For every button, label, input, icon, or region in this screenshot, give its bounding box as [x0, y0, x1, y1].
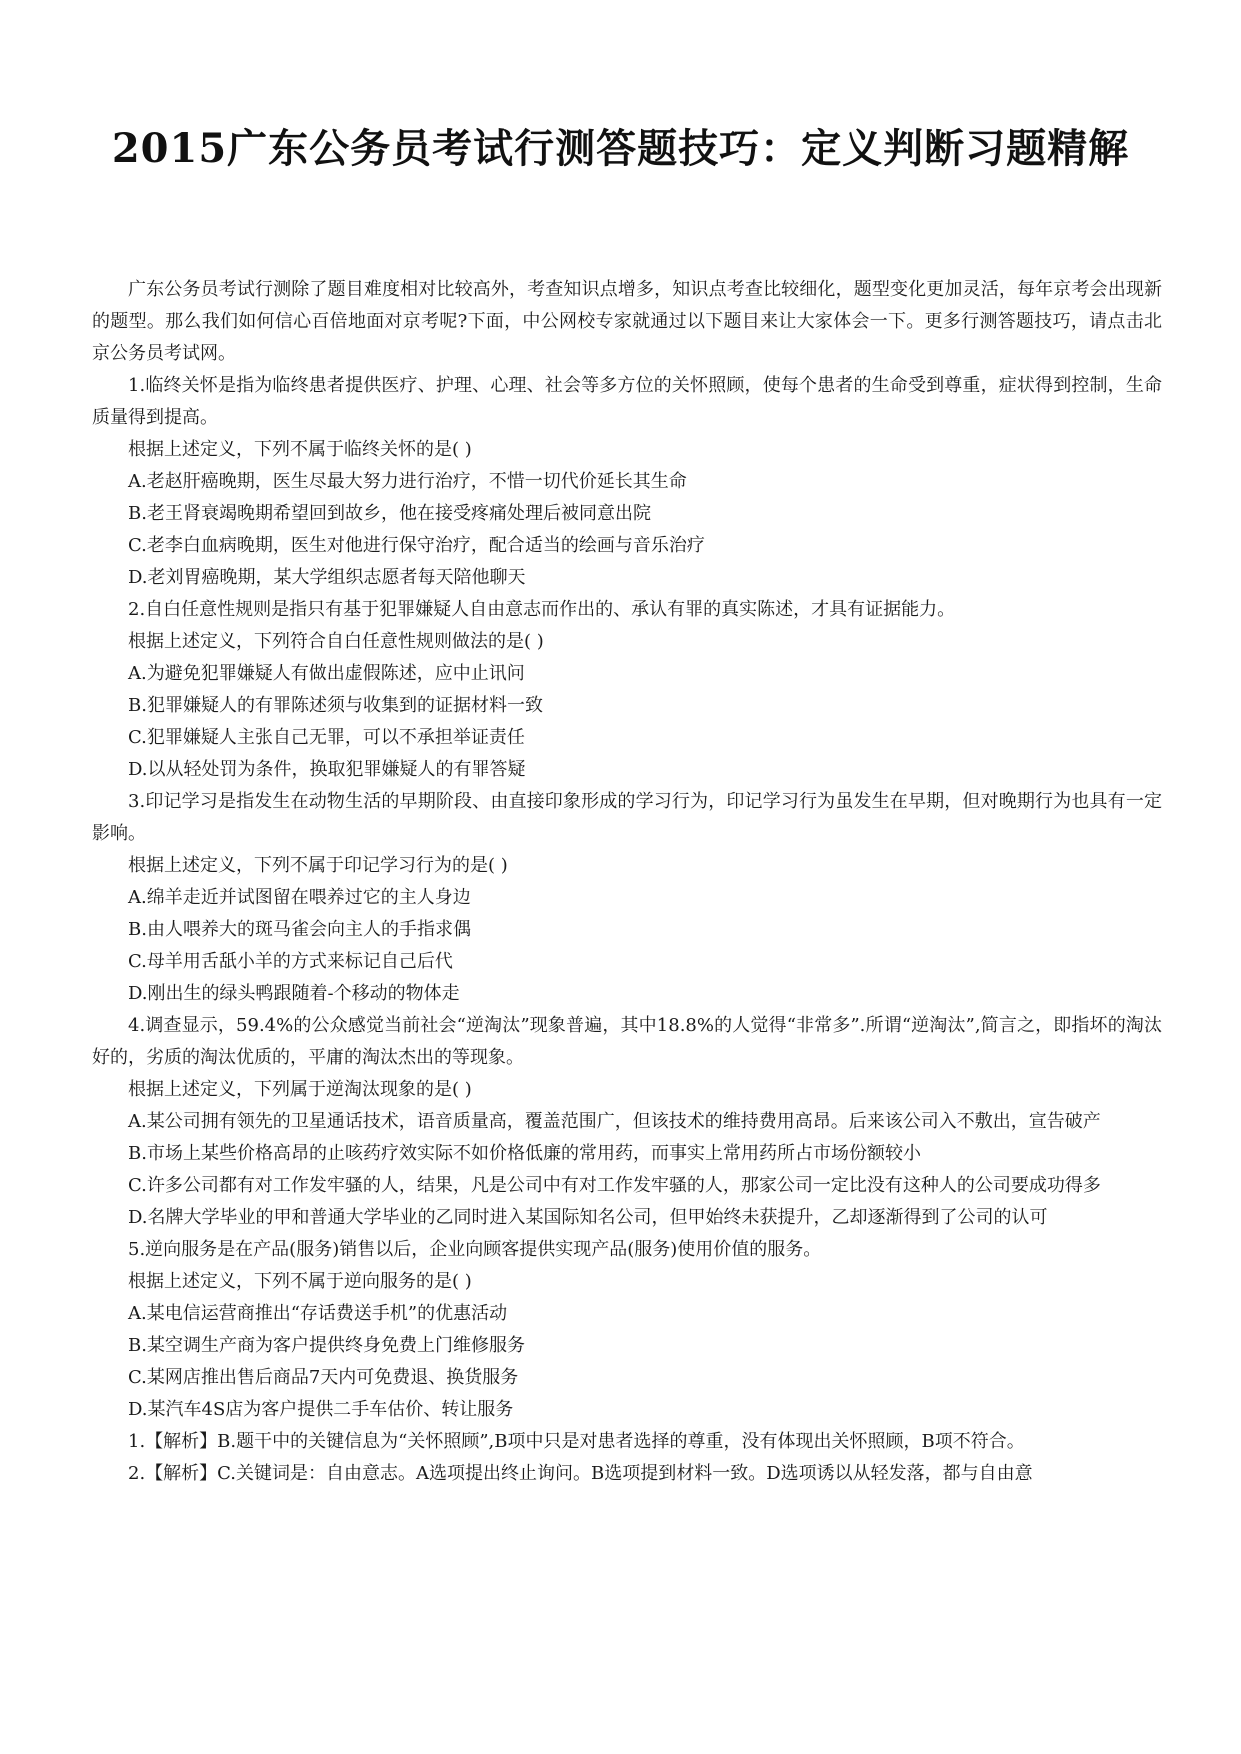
- document-paragraph: 1.【解析】B.题干中的关键信息为“关怀照顾”,B项中只是对患者选择的尊重，没有体现出关怀照顾，B项不符合。: [128, 1431, 1025, 1452]
- document-paragraph: 根据上述定义，下列不属于印记学习行为的是( ): [128, 855, 508, 876]
- document-paragraph: B.犯罪嫌疑人的有罪陈述须与收集到的证据材料一致: [128, 695, 543, 716]
- document-paragraph: A.某公司拥有领先的卫星通话技术，语音质量高，覆盖范围广，但该技术的维持费用高昂。后来该公司入不敷出，宣告破产: [128, 1111, 1101, 1132]
- document-paragraph: 根据上述定义，下列不属于逆向服务的是( ): [128, 1271, 472, 1292]
- document-paragraph: A.绵羊走近并试图留在喂养过它的主人身边: [128, 887, 471, 908]
- document-paragraph: A.为避免犯罪嫌疑人有做出虚假陈述，应中止讯问: [128, 663, 525, 684]
- document-paragraph: C.老李白血病晚期，医生对他进行保守治疗，配合适当的绘画与音乐治疗: [128, 535, 705, 556]
- document-title: 2015广东公务员考试行测答题技巧：定义判断习题精解: [111, 125, 1130, 172]
- document-paragraph: 1.临终关怀是指为临终患者提供医疗、护理、心理、社会等多方位的关怀照顾，使每个患者的生命受到尊重，症状得到控制，生命质量得到提高。: [92, 375, 1162, 428]
- document-paragraph: 广东公务员考试行测除了题目难度相对比较高外，考查知识点增多，知识点考查比较细化，题型变化更加灵活，每年京考会出现新的题型。那么我们如何信心百倍地面对京考呢?下面，中公网校专家就通过以下题目来让大家体会一下。更多行测答题技巧，请点击北京公务员考试网。: [92, 279, 1162, 364]
- document-paragraph: D.以从轻处罚为条件，换取犯罪嫌疑人的有罪答疑: [128, 759, 526, 780]
- document-paragraph: C.母羊用舌舐小羊的方式来标记自己后代: [128, 951, 453, 972]
- document-paragraph: 根据上述定义，下列属于逆淘汰现象的是( ): [128, 1079, 472, 1100]
- document-paragraph: 根据上述定义，下列符合自白任意性规则做法的是( ): [128, 631, 544, 652]
- document-paragraph: B.市场上某些价格高昂的止咳药疗效实际不如价格低廉的常用药，而事实上常用药所占市场份额较小: [128, 1143, 921, 1164]
- document-paragraph: C.许多公司都有对工作发牢骚的人，结果，凡是公司中有对工作发牢骚的人，那家公司一定比没有这种人的公司要成功得多: [128, 1175, 1101, 1196]
- document-paragraph: 2.自白任意性规则是指只有基于犯罪嫌疑人自由意志而作出的、承认有罪的真实陈述，才具有证据能力。: [128, 599, 956, 620]
- document-paragraph: A.某电信运营商推出“存话费送手机”的优惠活动: [128, 1303, 508, 1324]
- document-paragraph: 2.【解析】C.关键词是：自由意志。A选项提出终止询问。B选项提到材料一致。D选项诱以从轻发落，都与自由意: [128, 1463, 1033, 1484]
- document-paragraph: B.老王肾衰竭晚期希望回到故乡，他在接受疼痛处理后被同意出院: [128, 503, 651, 524]
- document-paragraph: 根据上述定义，下列不属于临终关怀的是( ): [128, 439, 472, 460]
- document-paragraph: D.名牌大学毕业的甲和普通大学毕业的乙同时进入某国际知名公司，但甲始终未获提升，乙却逐渐得到了公司的认可: [128, 1207, 1048, 1228]
- document-paragraph: B.某空调生产商为客户提供终身免费上门维修服务: [128, 1335, 525, 1356]
- document-paragraph: D.老刘胃癌晚期，某大学组织志愿者每天陪他聊天: [128, 567, 526, 588]
- document-paragraph: A.老赵肝癌晚期，医生尽最大努力进行治疗，不惜一切代价延长其生命: [128, 471, 687, 492]
- document-paragraph: 4.调查显示，59.4%的公众感觉当前社会“逆淘汰”现象普遍，其中18.8%的人觉得“非常多”.所谓“逆淘汰”,简言之，即指坏的淘汰好的，劣质的淘汰优质的，平庸的淘汰杰出的等现象。: [92, 1015, 1162, 1068]
- document-paragraph: 3.印记学习是指发生在动物生活的早期阶段、由直接印象形成的学习行为，印记学习行为虽发生在早期，但对晚期行为也具有一定影响。: [92, 791, 1162, 844]
- document-paragraph: C.犯罪嫌疑人主张自己无罪，可以不承担举证责任: [128, 727, 525, 748]
- document-paragraph: D.某汽车4S店为客户提供二手车估价、转让服务: [128, 1399, 514, 1420]
- document-paragraph: B.由人喂养大的斑马雀会向主人的手指求偶: [128, 919, 471, 940]
- document-paragraph: C.某网店推出售后商品7天内可免费退、换货服务: [128, 1367, 519, 1388]
- document-paragraph: D.刚出生的绿头鸭跟随着-个移动的物体走: [128, 983, 460, 1004]
- document-paragraph: 5.逆向服务是在产品(服务)销售以后，企业向顾客提供实现产品(服务)使用价值的服务。: [128, 1239, 822, 1260]
- document-body: [92, 274, 1162, 1490]
